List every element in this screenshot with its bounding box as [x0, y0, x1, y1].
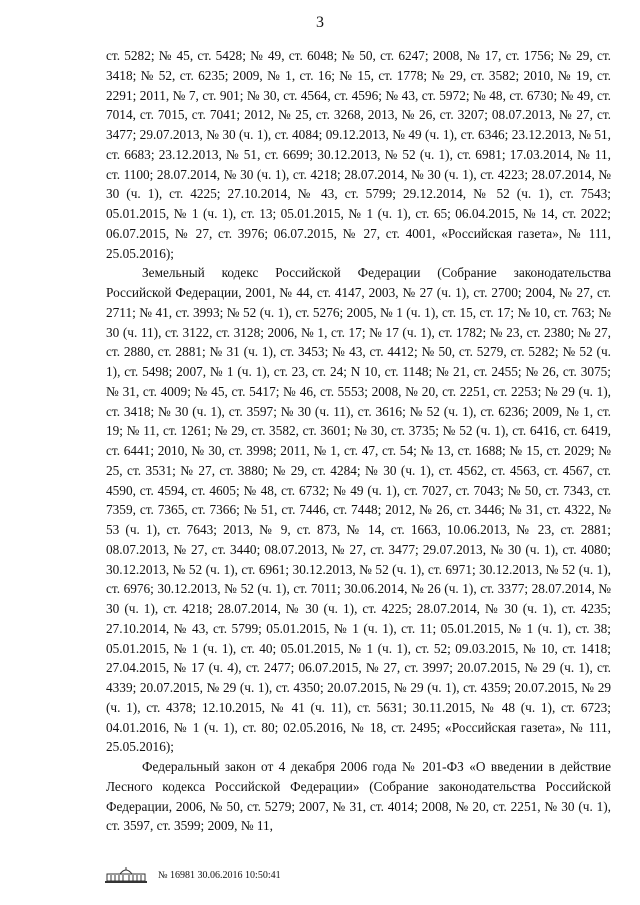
registration-stamp: № 16981 30.06.2016 10:50:41 — [158, 869, 281, 881]
document-body — [106, 46, 611, 836]
paragraph-continuation: ст. 5282; № 45, ст. 5428; № 49, ст. 6048; № 50, ст. 6247; 2008, № 17, ст. 1756; № 29, ст. 3418; № 52, ст. 6235; 2009, № 1, ст. 16; № 15, ст. 1778; № 29, ст. 3582; 2010, № 19, ст. 2291; 2011, № 7, ст. 901; № 30, ст. 4564, ст. 4596; № 43, ст. 5972; № 48, ст. 6730; № 49, ст. 7014, ст. 7015, ст. 7041; 2012, № 25, ст. 3268, 2013, № 26, ст. 3207; 08.07.2013, № 27, ст. 3477; 29.07.2013, № 30 (ч. 1), ст. 4084; 09.12.2013, № 49 (ч. 1), ст. 6346; 23.12.2013, № 51, ст. 6683; 23.12.2013, № 51, ст. 6699; 30.12.2013, № 52 (ч. 1), ст. 6981; 17.03.2014, № 11, ст. 1100; 28.07.2014, № 30 (ч. 1), ст. 4218; 28.07.2014, № 30 (ч. 1), ст. 4223; 28.07.2014, № 30 (ч. 1), ст. 4225; 27.10.2014, № 43, ст. 5799; 29.12.2014, № 52 (ч. 1), ст. 7543; 05.01.2015, № 1 (ч. 1), ст. 13; 05.01.2015, № 1 (ч. 1), ст. 65; 06.04.2015, № 14, ст. 2022; 06.07.2015, № 27, ст. 3976; 06.07.2015, № 27, ст. 4001, «Российская газета», № 111, 25.05.2016); — [106, 48, 611, 261]
paragraph-land-code: Земельный кодекс Российской Федерации (Собрание законодательства Российской Федерации, 2001, № 44, ст. 4147, 2003, № 27 (ч. 1), ст. 2700; 2004, № 27, ст. 2711; № 41, ст. 3993; № 52 (ч. 1), ст. 5276; 2005, № 1 (ч. 1), ст. 15, ст. 17; № 10, ст. 763; № 30 (ч. 11), ст. 3122, ст. 3128; 2006, № 1, ст. 17; № 17 (ч. 1), ст. 1782; № 23, ст. 2380; № 27, ст. 2880, ст. 2881; № 31 (ч. 1), ст. 3453; № 43, ст. 4412; № 50, ст. 5279, ст. 5282; № 52 (ч. 1), ст. 5498; 2007, № 1 (ч. 1), ст. 23, ст. 24; N 10, ст. 1148; № 21, ст. 2455; № 26, ст. 3075; № 31, ст. 4009; № 45, ст. 5417; № 46, ст. 5553; 2008, № 20, ст. 2251, ст. 2253; № 29 (ч. 1), ст. 3418; № 30 (ч. 1), ст. 3597; № 30 (ч. 11), ст. 3616; № 52 (ч. 1), ст. 6236; 2009, № 1, ст. 19; № 11, ст. 1261; № 29, ст. 3582, ст. 3601; № 30, ст. 3735; № 52 (ч. 1), ст. 6416, ст. 6419, ст. 6441; 2010, № 30, ст. 3998; 2011, № 1, ст. 47, ст. 54; № 13, ст. 1688; № 15, ст. 2029; № 25, ст. 3531; № 27, ст. 3880; № 29, ст. 4284; № 30 (ч. 1), ст. 4562, ст. 4563, ст. 4567, ст. 4590, ст. 4594, ст. 4605; № 48, ст. 6732; № 49 (ч. 1), ст. 7027, ст. 7043; № 50, ст. 7343, ст. 7359, ст. 7365, ст. 7366; № 51, ст. 7446, ст. 7448; 2012, № 26, ст. 3446; № 31, ст. 4322, № 53 (ч. 1), ст. 7643; 2013, № 9, ст. 873, № 14, ст. 1663, 10.06.2013, № 23, ст. 2881; 08.07.2013, № 27, ст. 3440; 08.07.2013, № 27, ст. 3477; 29.07.2013, № 30 (ч. 1), ст. 4080; 30.12.2013, № 52 (ч. 1), ст. 6961; 30.12.2013, № 52 (ч. 1), ст. 6971; 30.12.2013, № 52 (ч. 1), ст. 6976; 30.12.2013, № 52 (ч. 1), ст. 7011; 30.06.2014, № 26 (ч. 1), ст. 3377; 28.07.2014, № 30 (ч. 1), ст. 4218; 28.07.2014, № 30 (ч. 1), ст. 4225; 28.07.2014, № 30 (ч. 1), ст. 4235; 27.10.2014, № 43, ст. 5799; 05.01.2015, № 1 (ч. 1), ст. 11; 05.01.2015, № 1 (ч. 1), ст. 38; 05.01.2015, № 1 (ч. 1), ст. 40; 05.01.2015, № 1 (ч. 1), ст. 52; 09.03.2015, № 10, ст. 1418; 27.04.2015, № 17 (ч. 4), ст. 2477; 06.07.2015, № 27, ст. 3997; 20.07.2015, № 29 (ч. 1), ст. 4339; 20.07.2015, № 29 (ч. 1), ст. 4350; 20.07.2015, № 29 (ч. 1), ст. 4359; 20.07.2015, № 29 (ч. 1), ст. 4378; 12.10.2015, № 41 (ч. 11), ст. 5631; 30.11.2015, № 48 (ч. 1), ст. 6723; 04.01.2016, № 1 (ч. 1), ст. 80; 02.05.2016, № 18, ст. 2495; «Российская газета», № 111, 25.05.2016); — [106, 265, 611, 755]
paragraph-federal-law: Федеральный закон от 4 декабря 2006 года № 201-ФЗ «О введении в действие Лесного кодекса Российской Федерации» (Собрание законодательства Российской Федерации, 2006, № 50, ст. 5279; 2007, № 31, ст. 4014; 2008, № 20, ст. 2251, № 30 (ч. 1), ст. 3597, ст. 3599; 2009, № 11, — [106, 759, 611, 834]
page-number: 3 — [316, 14, 324, 31]
parliament-building-icon — [104, 866, 148, 884]
registration-footer — [104, 866, 281, 884]
